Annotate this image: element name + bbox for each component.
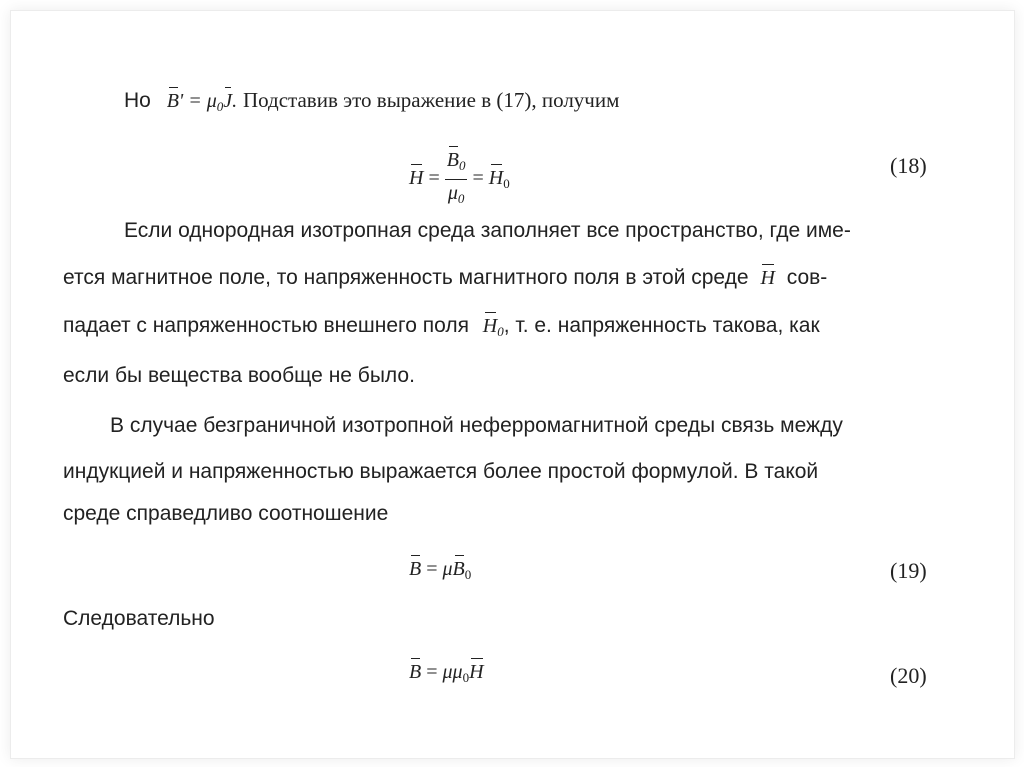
vector-h-symbol: H [760, 267, 775, 289]
paragraph2-line1: В случае безграничной изотропной неферромагнитной среды связь между [110, 414, 843, 437]
paragraph1-line4: если бы вещества вообще не было. [63, 364, 415, 387]
equation-number-19: (19) [890, 558, 927, 583]
paragraph2-line2: индукцией и напряженностью выражается более простой формулой. В такой [63, 460, 819, 483]
paragraph1-line1: Если однородная изотропная среда заполняет все пространство, где име- [124, 219, 851, 242]
equation-18: H = $\frac{B_0}{\mu_0}$ = $H_0$ [409, 149, 510, 206]
paragraph1-line2 [63, 266, 827, 290]
equation-number-20: (20) [890, 663, 927, 688]
intro-word: Но [124, 89, 151, 112]
intro-line [124, 88, 619, 119]
equation-20: $B = \mu\mu_0H$ [409, 661, 484, 685]
paragraph2-line3: среде справедливо соотношение [63, 502, 389, 525]
paragraph1-line3-text: падает с напряженностью внешнего поля [63, 314, 469, 337]
paragraph1-line3-end: , т. е. напряженность такова, как [503, 314, 820, 337]
intro-text: Подставив это выражение в (17), получим [242, 88, 620, 112]
equation-number-18: (18) [890, 153, 927, 178]
paragraph1-line2-text: ется магнитное поле, то напряженность магнитного поля в этой среде [63, 266, 749, 289]
paragraph1-line2-end: сов- [786, 266, 828, 289]
vector-h0-symbol: $H_0$ [482, 315, 504, 339]
intro-formula: $B' = \mu_0J$. [166, 90, 238, 114]
paragraph1-line3 [63, 314, 820, 344]
equation-19: $B = \mu B_0$ [409, 558, 472, 582]
consequently-text: Следовательно [63, 607, 215, 630]
